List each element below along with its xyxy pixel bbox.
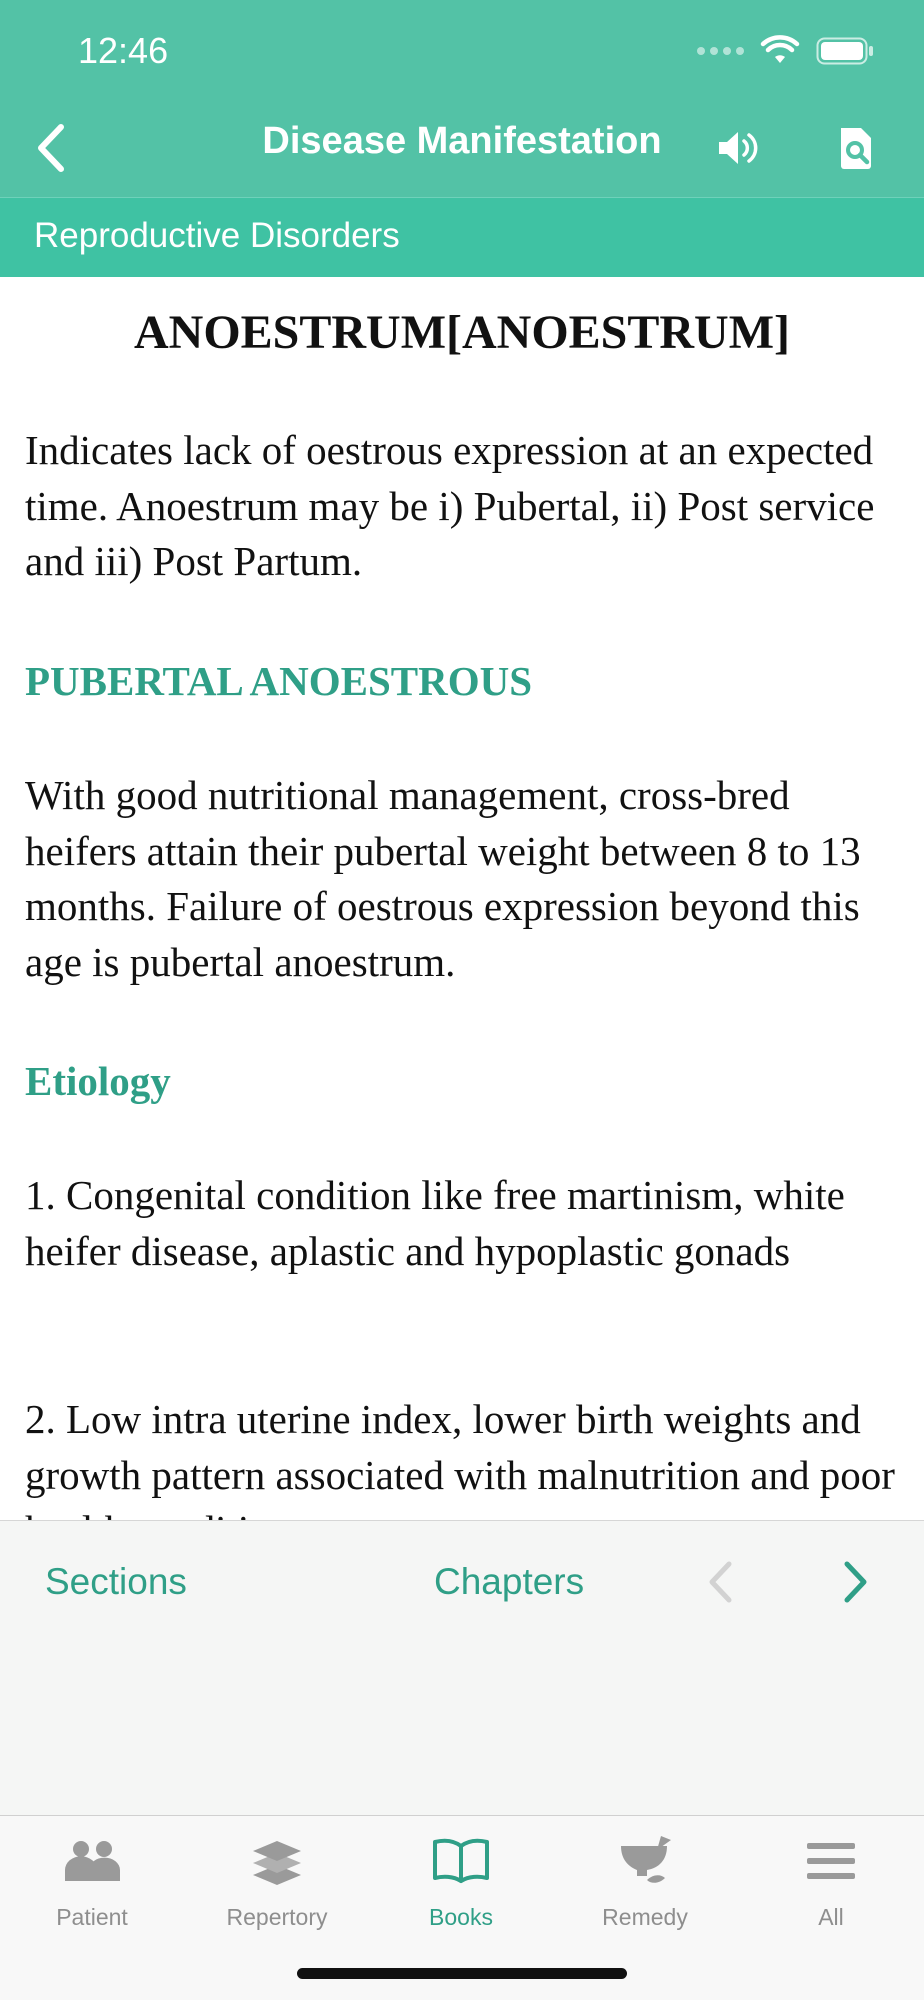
chevron-right-icon [841, 1560, 871, 1604]
cellular-signal-icon [697, 47, 744, 55]
home-indicator [297, 1968, 627, 1979]
chevron-left-icon [705, 1560, 735, 1604]
chevron-left-icon [33, 123, 67, 173]
tab-repertory[interactable] [197, 1830, 357, 1948]
article-title: ANOESTRUM[ANOESTRUM] [133, 306, 790, 359]
search-in-document-button[interactable] [826, 118, 886, 178]
tab-label: Patient [56, 1904, 128, 1930]
article-content[interactable] [0, 277, 924, 1520]
category-header [0, 197, 924, 277]
article-paragraph: 2. Low intra uterine index, lower birth weights and growth pattern associated with malnutrition and poor [25, 1396, 895, 1498]
next-page-button[interactable] [832, 1555, 880, 1609]
chapters-button[interactable]: Chapters [434, 1561, 585, 1602]
section-heading: PUBERTAL ANOESTROUS [25, 658, 533, 704]
article-paragraph: With good nutritional management, cross-bred heifers attain their pubertal weight between 8 to 13 months. Failure of oestrous expression beyond this age is pubertal anoestrum. [25, 772, 861, 985]
tab-patient[interactable] [12, 1830, 172, 1948]
article-paragraph: 1. Congenital condition like free martinism, white heifer disease, aplastic and hypoplastic gonads [25, 1172, 845, 1274]
tab-remedy[interactable] [565, 1830, 725, 1948]
tab-books[interactable] [381, 1830, 541, 1948]
status-indicators [697, 36, 874, 66]
article-paragraph: Indicates lack of oestrous expression at an expected time. Anoestrum may be i) Pubertal, ii) Post service and iii) Post Partum. [25, 427, 875, 584]
previous-page-button[interactable] [696, 1555, 744, 1609]
tab-label: Repertory [226, 1904, 328, 1930]
tab-all[interactable] [751, 1830, 911, 1948]
status-time: 12:46 [78, 30, 169, 71]
back-button[interactable] [18, 112, 82, 184]
wifi-icon [762, 37, 798, 65]
tab-label: All [818, 1904, 844, 1930]
menu-icon [796, 1830, 866, 1892]
battery-icon [816, 37, 874, 65]
search-document-icon [837, 126, 875, 170]
mortar-pestle-icon [610, 1830, 680, 1892]
tab-label: Books [429, 1904, 493, 1930]
stacked-books-icon [242, 1830, 312, 1892]
section-heading: Etiology [25, 1058, 171, 1104]
navigation-bar [0, 0, 924, 197]
patient-icon [57, 1830, 127, 1892]
speaker-button[interactable] [708, 118, 768, 178]
speaker-icon [716, 128, 760, 168]
chapter-pager [0, 1520, 924, 1815]
sections-button[interactable]: Sections [45, 1561, 187, 1602]
tab-label: Remedy [602, 1904, 688, 1930]
page-title: Disease Manifestation [262, 120, 662, 162]
open-book-icon [426, 1830, 496, 1892]
category-label: Reproductive Disorders [34, 216, 400, 255]
